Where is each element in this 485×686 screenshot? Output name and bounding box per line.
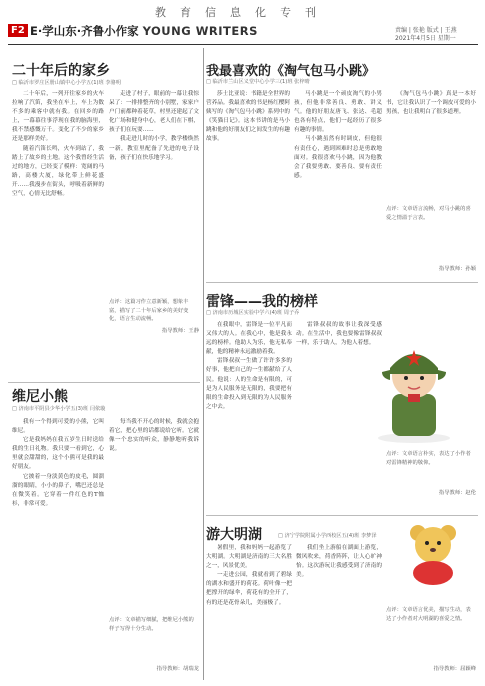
editor-line: 责编 | 张艳 版式 | 王燕 (395, 27, 457, 34)
teacher-line: 指导教师：孙颖 (438, 266, 476, 272)
article-author: □ 临沂市罗庄区册山镇中心小学五(1)班 李骆明 (12, 80, 121, 86)
article-author: □ 临沂市兰山区义堂中心小学三(1)班 张梓晴 (206, 79, 310, 85)
paragraph: 它披着一身淡黄色的皮毛，圆溜溜的眼睛，小小的鼻子，嘴巴还总是在微笑着。它穿着一件红色的T恤衫，非常可爱。 (12, 473, 104, 507)
article-body-col1 (12, 90, 104, 338)
review-note: 点评：文章语言流畅，对马小跳的喜爱之情溢于言表。 (386, 206, 471, 221)
review-note: 点评：这篇习作立意新颖，想象丰富，描写了二十年后家乡的美好变化，语言生动流畅。 (109, 299, 189, 323)
review-note: 点评：文章描写细腻，把维尼小熊的样子写得十分生动。 (109, 617, 194, 632)
date-line: 2021年4月5日 星期一 (395, 35, 456, 42)
paragraph: 暑假里，我和妈妈一起游览了大明湖。大明湖是济南的三大名胜之一，风景优美。 (206, 545, 292, 570)
paragraph: 它是我妈妈在我五岁生日时送给我的生日礼物。我只要一看到它，心里就会甜甜的，这个小熊可是我的最好朋友。 (12, 437, 104, 471)
section-divider (206, 282, 478, 283)
review-note: 点评：文章语言朴实，表达了小作者对雷锋精神的敬仰。 (386, 451, 471, 466)
leifeng-illustration (352, 334, 472, 444)
teacher-line: 指导教师：王静 (161, 328, 199, 334)
article-body-col3 (386, 90, 476, 200)
article-body-col2 (294, 90, 382, 298)
paragraph: 我有一个得到可爱的小熊，它叫维尼。 (12, 419, 104, 435)
article-title: 维尼小熊 (12, 389, 68, 405)
article-title: 我最喜欢的《淘气包马小跳》 (206, 64, 376, 79)
article-title: 二十年后的家乡 (12, 63, 110, 79)
article-body-col1 (12, 418, 104, 676)
bear-illustration (390, 515, 476, 585)
paragraph: 随着汽笛长鸣，火车到站了，我踏上了故乡的土地。这个我曾经生活过的地方，已经变了模样：宽阔的马路，高楼大厦，绿化带上鲜花盛开……我漫步在街头，呼吸着新鲜的空气，心情无比舒畅。 (12, 145, 104, 198)
paragraph: 我走进儿时的小学，教学楼焕然一新，教室里配备了先进的电子设备，孩子们在快乐地学习。 (109, 136, 199, 161)
paragraph: 走进了村子，眼前的一幕让我惊呆了：一排排整齐的小别墅，家家户户门前都种着花草，村里还建起了文化广场和健身中心，老人们在下棋，孩子们在玩耍…… (109, 91, 199, 134)
article-body-col1 (206, 90, 290, 298)
header-band (0, 0, 485, 22)
article-body-col2 (109, 418, 199, 608)
paragraph: 一走进公园，我就看到了碧绿的湖水和盛开的荷花。荷叶像一把把撑开的绿伞，荷花有的全开了，有的还是花骨朵儿，美丽极了。 (206, 572, 292, 606)
paragraph: 在我眼中，雷锋是一位平凡而又伟大的人。在我心中，他是我永远的榜样。他助人为乐，他无私奉献，他的精神永远激励着我。 (206, 322, 292, 356)
article-body-col1 (206, 321, 292, 509)
paragraph: 莎士比亚说：书籍是全世界的营养品。我最喜欢的书是杨红樱阿姨写的《淘气包马小跳》系列中的《笑猫日记》。这本书讲的是马小跳和他的好朋友们之间发生的有趣故事。 (206, 91, 290, 143)
teacher-line: 指导教师：胡瑞龙 (156, 666, 199, 672)
review-note: 点评：文章语言优美，描写生动，表达了小作者对大明湖的喜爱之情。 (386, 607, 471, 622)
section-divider (8, 382, 200, 383)
paragraph: 雷锋叔叔一生做了许许多多的好事，他把自己的一生都献给了人民。他说：人的生命是有限的，可是为人民服务是无限的，我要把有限的生命投入到无限的为人民服务之中去。 (206, 358, 292, 410)
teacher-line: 指导教师：赵伦 (438, 490, 476, 496)
brand-title (30, 23, 258, 39)
brand-en: YOUNG WRITERS (142, 24, 258, 38)
article-author: □ 济南市平阴县少华小学五(3)班 闫依璇 (12, 406, 106, 412)
paragraph: 二十年后，一列开往家乡的火车拉响了汽笛，我坐在车上，车上为数不多的乘客中就有我。在回乡的路上，一幕幕往事浮现在我的脑海里，我不禁感慨万千。变化了不少的家乡还是那样美好。 (12, 91, 104, 143)
article-body-col1 (206, 544, 292, 682)
column-divider (203, 48, 204, 680)
article-title: 雷锋——我的榜样 (206, 294, 318, 310)
paragraph: 我们坐上游船在湖面上游览，微风吹来，荷香阵阵，让人心旷神怡。这次游玩让我感受到了济南的美。 (296, 545, 382, 579)
article-author: □ 济宁学院附属小学西校区五(4)班 李梦泽 (278, 533, 377, 539)
article-author: □ 济南市历城区实验中学六(4)班 周子乔 (206, 310, 300, 316)
paragraph: 《淘气包马小跳》真是一本好书，它让我认识了一个调皮可爱的小男孩，也让我明白了很多道理。 (386, 91, 476, 116)
paragraph: 马小跳虽然有时调皮，但他很有责任心，遇到困难时总是勇敢地面对。我很喜欢马小跳，因为他教会了我要勇敢、要善良、要有责任感。 (294, 136, 382, 179)
paragraph: 每当我不开心的时候，我就会抱着它，把心里的话都说给它听。它就像一个忠实的听众，静静地听我诉说。 (109, 419, 199, 453)
article-body-col2 (296, 544, 382, 682)
section-badge: F2 (8, 24, 28, 37)
paragraph: 雷锋叔叔的故事让我深受感动。在生活中，我也要像雷锋叔叔一样，乐于助人，为他人着想。 (296, 322, 382, 347)
article-body-col2 (109, 90, 199, 315)
header-rule (8, 44, 478, 45)
paragraph: 马小跳是一个顽皮淘气的小男孩，但他非常善良、勇敢、讲义气。他的好朋友唐飞、张达、毛超也各有特点，他们一起经历了很多有趣的事情。 (294, 91, 382, 134)
teacher-line: 指导教师：屈颖峰 (433, 666, 476, 672)
article-title: 游大明湖 (206, 527, 262, 543)
brand-cn: E·学山东·齐鲁小作家 (30, 24, 139, 38)
header-band-text: 教育信息化专刊 (155, 6, 330, 19)
